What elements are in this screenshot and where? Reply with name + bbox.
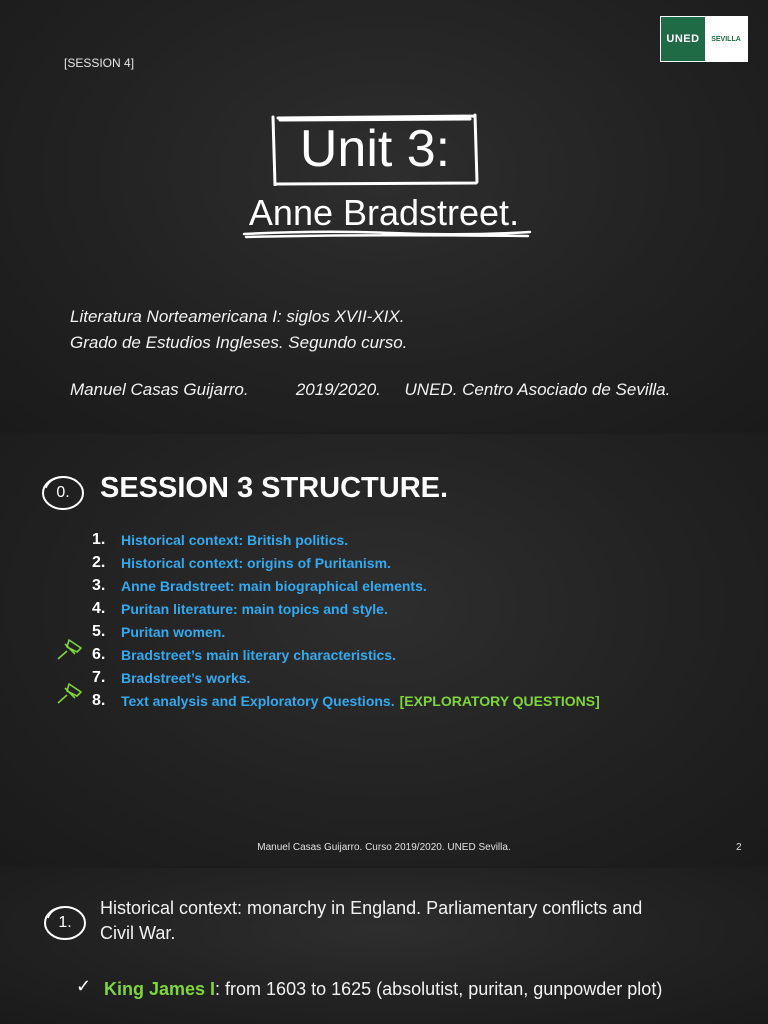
list-item[interactable]: 3. Anne Bradstreet: main biographical elements. xyxy=(92,576,427,594)
list-item[interactable]: 4. Puritan literature: main topics and style. xyxy=(92,599,388,617)
king-name: King James I xyxy=(104,979,216,999)
slide-footer: Manuel Casas Guijarro. Curso 2019/2020. UNED Sevilla. xyxy=(257,842,511,853)
academic-year: 2019/2020. xyxy=(295,380,381,399)
session-tag: [SESSION 4] xyxy=(64,56,135,70)
slide-title: SESSION 3 STRUCTURE. xyxy=(100,472,449,504)
course-line-2: Grado de Estudios Ingleses. Segundo curso. xyxy=(70,333,408,352)
course-info xyxy=(70,304,407,356)
logo-uned-text: UNED xyxy=(661,17,705,61)
check-icon: ✓ xyxy=(76,976,92,996)
king-description: : from 1603 to 1625 (absolutist, puritan, gunpowder plot) xyxy=(215,979,663,999)
list-item[interactable]: 2. Historical context: origins of Puritanism. xyxy=(92,553,391,571)
list-item[interactable]: 5. Puritan women. xyxy=(92,622,226,640)
list-item-link[interactable]: Text analysis and Exploratory Questions. xyxy=(121,692,395,709)
center-name: UNED. Centro Asociado de Sevilla. xyxy=(404,380,671,399)
list-item-link[interactable]: Historical context: origins of Puritanism. xyxy=(121,554,391,571)
section-number-badge xyxy=(42,904,88,942)
uned-sevilla-logo xyxy=(660,16,748,62)
list-item[interactable]: 1. Historical context: British politics. xyxy=(92,530,349,548)
chalk-underline-icon xyxy=(242,228,532,240)
pushpin-icon xyxy=(55,638,85,662)
list-item-link[interactable]: Bradstreet’s works. xyxy=(121,669,251,686)
list-item-link[interactable]: Anne Bradstreet: main biographical elements. xyxy=(121,577,427,594)
exploratory-questions-tag: [EXPLORATORY QUESTIONS] xyxy=(399,692,600,709)
slide-title: Historical context: monarchy in England. Parliamentary conflicts and Civil War. xyxy=(100,898,643,943)
author-name: Manuel Casas Guijarro. xyxy=(70,380,249,399)
page-number: 2 xyxy=(736,842,742,853)
title-slide xyxy=(0,0,768,432)
list-item[interactable]: 8. Text analysis and Exploratory Questions. [EXPLORATORY QUESTIONS] xyxy=(92,691,600,709)
subject-title: Anne Bradstreet. xyxy=(248,192,520,233)
list-item-link[interactable]: Puritan women. xyxy=(121,623,226,640)
list-item-link[interactable]: Puritan literature: main topics and style. xyxy=(121,600,388,617)
unit-title: Unit 3: xyxy=(299,120,451,178)
author-line xyxy=(70,380,670,400)
list-item-link[interactable]: Bradstreet’s main literary characteristics. xyxy=(121,646,396,663)
list-item-link[interactable]: Historical context: British politics. xyxy=(121,531,349,548)
list-item[interactable]: 7. Bradstreet’s works. xyxy=(92,668,251,686)
section-number: 1. xyxy=(58,914,72,931)
pushpin-icon xyxy=(55,682,85,706)
bullet-king-james xyxy=(104,977,704,1002)
logo-sevilla-text: SEVILLA xyxy=(705,17,747,61)
unit-title-frame xyxy=(270,112,480,186)
session-structure-list xyxy=(92,528,600,712)
section-number: 0. xyxy=(56,484,70,501)
list-item[interactable]: 6. Bradstreet’s main literary characteristics. xyxy=(92,645,396,663)
course-line-1: Literatura Norteamericana I: siglos XVII-XIX. xyxy=(70,307,405,326)
section-number-badge xyxy=(40,474,86,512)
